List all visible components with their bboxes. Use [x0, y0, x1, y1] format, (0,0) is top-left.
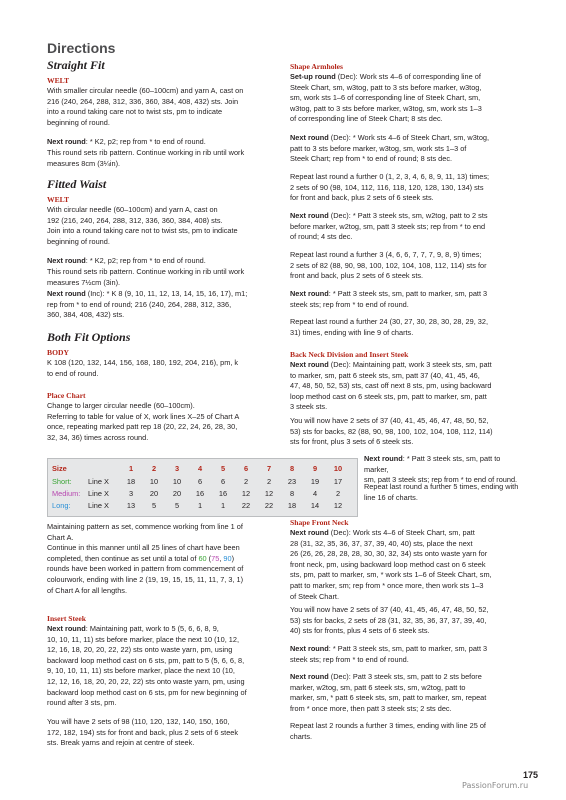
arm-repeat3-line: 31) times, ending with line 9 of charts. [290, 327, 414, 337]
length-name: Long: [52, 501, 71, 510]
insert-steek-line: 9, 10, 10, 11, 11) sts before marker, place the next 10 (10, [47, 666, 235, 676]
length-name: Medium: [52, 489, 81, 498]
size-number: 10 [333, 464, 343, 473]
round-label: Next round [47, 624, 86, 633]
back-neck-line: 47, 48, 50, 52, 53) sts, cast off next 8 sts, pm, using backward [290, 381, 492, 391]
back-neck-heading: Back Neck Division and Insert Steek [290, 350, 409, 359]
front-neck-result [290, 605, 520, 637]
front-neck-line: front neck, pm, using backward loop method cast on 6 steek [290, 559, 486, 569]
place-chart-line: once, repeating marked patt rep 18 (20, 22, 24, 26, 28, 30, [47, 422, 238, 432]
after-table-line: of Chart A for all lengths. [47, 585, 128, 595]
back-neck-next-line: sm, patt 3 steek sts; rep from * to end of round. [364, 475, 518, 485]
shape-armholes-heading: Shape Armholes [290, 62, 343, 71]
size-number: 2 [151, 464, 157, 473]
round-label: Next round [290, 644, 329, 653]
line-x-label: Line X [88, 477, 109, 486]
welt2-text [47, 205, 273, 247]
welt2-after [47, 267, 273, 288]
size-table [47, 458, 358, 517]
setup-line: of corresponding line of Steek Chart; 8 sts dec. [290, 114, 443, 124]
size-label: Size [52, 464, 67, 473]
insert-steek-text [47, 624, 279, 709]
line-value: 14 [310, 501, 320, 510]
arm-next2-line: of round; 4 sts dec. [290, 232, 353, 242]
front-neck-result-line: 53) sts for backs, 2 sets of 28 (31, 32, 35, 36, 37, 37, 39, 40, [290, 615, 487, 625]
round-text: (Dec): Work sts 4–6 of corresponding line of [335, 72, 481, 81]
insert-steek-line: backward loop method cast on 6 sts, pm for new beginning of [47, 687, 247, 697]
arm-next-line: patt to 3 sts before marker, w3tog, sm, work sts 1–3 of [290, 143, 467, 153]
line-value: 20 [149, 489, 159, 498]
back-neck-round [290, 360, 520, 413]
welt1-next-round [47, 137, 273, 148]
after-table-line: completed, then continue as set until a total of 60 (75, 90) [47, 553, 235, 563]
back-neck-line [290, 360, 520, 371]
arm-next3-line: steek sts; rep from * to end of round. [290, 299, 409, 309]
after-table-line: colourwork, ending with line 2 (19, 19, 15, 15, 11, 11, 7, 3, 1) [47, 574, 244, 584]
round-text: (Dec): * Work sts 4–6 of Steek Chart, sm, w3tog, [328, 133, 490, 142]
place-chart-heading: Place Chart [47, 391, 86, 400]
front-neck-next-line: steek sts; rep from * to end of round. [290, 654, 409, 664]
setup-line: w3tog, patt to 3 sts before marker, w3tog, sm, work sts 1–3 [290, 103, 482, 113]
front-neck-round [290, 528, 520, 602]
arm-next-round-3 [290, 289, 520, 310]
round-label: Next round [290, 528, 329, 537]
round-label: Next round [290, 289, 329, 298]
size-number: 7 [266, 464, 272, 473]
insert-steek-line: 12, 12, 16, 18, 20, 20, 22, 22) sts onto waste yarn, pm, using [47, 676, 245, 686]
front-neck-next2-line: marker, w2tog, sm, patt 6 steek sts, sm, w2tog, patt to [290, 682, 466, 692]
round-text: (Dec): Maintaining patt, work 3 steek sts, sm, patt [328, 360, 492, 369]
welt2-line: Join into a round taking care not to twist sts, pm to indicate [47, 226, 238, 236]
line-value: 12 [264, 489, 274, 498]
welt1-after [47, 148, 273, 169]
after-table-line: rounds have been worked in pattern from commencement of [47, 564, 244, 574]
round-text: (Inc): * K 8 (9, 10, 11, 12, 13, 14, 15, 16, 17), m1; [85, 289, 248, 298]
setup-round [290, 72, 520, 125]
back-neck-repeat-line: Repeat last round a further 5 times, ending with [364, 482, 519, 491]
line-value: 4 [312, 489, 318, 498]
line-value: 3 [128, 489, 134, 498]
front-neck-next-line [290, 644, 520, 655]
front-neck-line [290, 528, 520, 539]
line-value: 10 [149, 477, 159, 486]
line-value: 1 [197, 501, 203, 510]
line-x-label: Line X [88, 501, 109, 510]
line-value: 18 [126, 477, 136, 486]
front-neck-heading: Shape Front Neck [290, 518, 349, 527]
line-value: 23 [287, 477, 297, 486]
directions-title: Directions [47, 40, 116, 56]
welt2-inc-line: rep from * to end of round; 216 (240, 264, 288, 312, 336, [47, 299, 232, 309]
round-label: Next round [290, 672, 329, 681]
arm-repeat-line: Repeat last round a further 0 (1, 2, 3, 4, 6, 8, 9, 11, 13) times; [290, 172, 490, 181]
round-label: Next round [290, 360, 329, 369]
welt1-next-text: : * K2, p2; rep from * to end of round. [85, 137, 206, 146]
front-neck-next-2 [290, 672, 520, 714]
back-neck-repeat-line: line 16 of charts. [364, 492, 418, 502]
table-row [48, 477, 357, 488]
line-value: 12 [333, 501, 343, 510]
front-neck-line: 28 (31, 32, 35, 36, 37, 37, 39, 40, 40) sts, place the next [290, 538, 473, 548]
welt1-text [47, 86, 273, 128]
insert-steek-line: round after 3 sts, pm. [47, 698, 117, 708]
round-text: : * Patt 3 steek sts, sm, patt to marker, [364, 454, 501, 474]
round-label: Next round [290, 211, 329, 220]
welt2-next-round [47, 256, 273, 267]
insert-steek-end-line: You will have 2 sets of 98 (110, 120, 132, 140, 150, 160, [47, 717, 230, 726]
back-neck-result-line: sts for front, plus 3 sets of 6 steek sts. [290, 437, 414, 447]
next-round-label: Next round [47, 137, 86, 146]
arm-repeat3-line: Repeat last round a further 24 (30, 27, 30, 28, 30, 28, 29, 32, [290, 317, 489, 326]
line-value: 18 [287, 501, 297, 510]
table-row [48, 501, 357, 512]
round-label: Next round [290, 133, 329, 142]
welt2-line: With circular needle (60–100cm) and yarn A, cast on [47, 205, 218, 214]
body-text [47, 358, 273, 379]
front-neck-next2-line [290, 672, 520, 683]
back-neck-next-line [364, 454, 520, 475]
after-table-text [47, 522, 273, 596]
arm-next-line: Steek Chart; rep from * to end of round; 8 sts dec. [290, 154, 453, 164]
back-neck-line: loop method cast on 6 steek sts, pm, patt to marker, sm, patt [290, 391, 487, 401]
length-name: Short: [52, 477, 72, 486]
size-number: 4 [197, 464, 203, 473]
welt2-after-line: measures 7½cm (3in). [47, 277, 121, 287]
round-label: Next round [47, 289, 86, 298]
front-neck-line: patt to marker, sm; rep from * once more, then work sts 1–3 [290, 580, 484, 590]
line-value: 10 [172, 477, 182, 486]
body-line: K 108 (120, 132, 144, 156, 168, 180, 192, 204, 216), pm, k [47, 358, 239, 367]
line-x-label: Line X [88, 489, 109, 498]
size-number: 6 [243, 464, 249, 473]
line-value: 2 [335, 489, 341, 498]
welt2-next-text: : * K2, p2; rep from * to end of round. [85, 256, 206, 265]
line-value: 5 [174, 501, 180, 510]
welt2-line: 192 (216, 240, 264, 288, 312, 336, 360, 384, 408) sts. [47, 215, 223, 225]
arm-next-round [290, 133, 520, 165]
line-value: 6 [220, 477, 226, 486]
after-table-line: Maintaining pattern as set, commence working from line 1 of [47, 522, 243, 531]
arm-repeat-line: for front and back, plus 2 sets of 6 steek sts. [290, 193, 434, 203]
round-text: : * Patt 3 steek sts, sm, patt to marker, sm, patt 3 [328, 644, 488, 653]
insert-steek-heading: Insert Steek [47, 614, 87, 623]
arm-repeat2-line: front and back, plus 2 sets of 6 steek sts. [290, 271, 424, 281]
front-neck-line: of Steek Chart. [290, 591, 339, 601]
arm-next-round-2 [290, 211, 520, 243]
front-neck-next2-line: marker, sm, * patt 6 steek sts, sm, patt to marker, sm, repeat [290, 693, 487, 703]
both-fit-heading: Both Fit Options [47, 330, 131, 344]
line-value: 2 [266, 477, 272, 486]
insert-steek-end-line: 172, 182, 194) sts for front and back, plus 2 sets of 6 steek [47, 727, 239, 737]
length-value: 90 [223, 553, 232, 563]
insert-steek-line: backward loop method cast on 6 sts, pm, patt to 5 (5, 6, 6, 8, [47, 655, 245, 665]
arm-repeat-line: 2 sets of 90 (98, 104, 112, 116, 118, 120, 128, 130, 134) sts [290, 182, 484, 192]
straight-fit-heading: Straight Fit [47, 58, 105, 72]
round-text: (Dec): Patt 3 steek sts, sm, patt to 2 sts before [328, 672, 482, 681]
length-value: 60 [198, 553, 207, 563]
front-neck-next [290, 644, 520, 665]
setup-line [290, 72, 520, 83]
front-neck-result-line: 40) sts for fronts, plus 4 sets of 6 steek sts. [290, 626, 430, 636]
place-chart-line: 32, 34, 36) times across round. [47, 432, 149, 442]
size-number: 8 [289, 464, 295, 473]
fitted-waist-heading: Fitted Waist [47, 177, 107, 191]
front-neck-line: 26 (26, 26, 28, 28, 28, 30, 30, 32, 34) sts onto waste yarn for [290, 549, 488, 559]
welt2-inc-line [47, 289, 273, 300]
back-neck-result-line: 53) sts for backs, 82 (88, 90, 98, 100, 102, 104, 108, 112, 114) [290, 426, 493, 436]
welt2-after-line: This round sets rib pattern. Continue working in rib until work [47, 267, 245, 276]
round-text: (Dec): Work sts 4–6 of Steek Chart, sm, patt [328, 528, 475, 537]
place-chart-text [47, 401, 273, 443]
arm-next2-line [290, 211, 520, 222]
front-neck-repeat [290, 721, 520, 742]
watermark: PassionForum.ru [462, 781, 529, 790]
size-number: 5 [220, 464, 226, 473]
setup-line: sm, work sts 1–6 of corresponding line of Steek Chart, sm, [290, 93, 481, 103]
welt2-line: beginning of round. [47, 236, 110, 246]
arm-repeat-3 [290, 317, 520, 338]
table-row [48, 489, 357, 500]
round-text: (Dec): * Patt 3 steek sts, sm, w2tog, patt to 2 sts [328, 211, 488, 220]
round-label: Set-up round [290, 72, 336, 81]
round-text: : * Patt 3 steek sts, sm, patt to marker, sm, patt 3 [328, 289, 488, 298]
arm-next-line [290, 133, 520, 144]
welt2-inc-line: 360, 384, 408, 432) sts. [47, 310, 125, 320]
line-value: 12 [241, 489, 251, 498]
size-number: 3 [174, 464, 180, 473]
insert-steek-end [47, 717, 279, 749]
round-text: : Maintaining patt, work to 5 (5, 6, 6, 8, 9, [85, 624, 219, 633]
place-chart-line: Change to larger circular needle (60–100cm). [47, 401, 195, 410]
welt2-inc [47, 289, 273, 321]
back-neck-result [290, 416, 520, 448]
arm-repeat2-line: Repeat last round a further 3 (4, 6, 6, 7, 7, 7, 9, 8, 9) times; [290, 250, 482, 259]
line-value: 13 [126, 501, 136, 510]
back-neck-line: 3 steek sts. [290, 402, 328, 412]
page-number: 175 [523, 770, 539, 780]
arm-next2-line: before marker, w2tog, sm, patt 3 steek sts; rep from * to end [290, 221, 486, 231]
table-header-row [48, 464, 357, 475]
welt1-after-line: measures 8cm (3¼in). [47, 158, 121, 168]
line-value: 22 [264, 501, 274, 510]
line-value: 17 [333, 477, 343, 486]
arm-repeat [290, 172, 520, 204]
size-number: 9 [312, 464, 318, 473]
after-table-line: Continue in this manner until all 25 lines of chart have been [47, 543, 240, 553]
line-value: 6 [197, 477, 203, 486]
welt-heading-1: WELT [47, 76, 70, 85]
front-neck-line: sts, pm, patt to marker, sm, * work sts 1–6 of Steek Chart, sm, [290, 570, 492, 580]
back-neck-next [364, 454, 520, 486]
after-table-line: Chart A. [47, 532, 74, 542]
size-number: 1 [128, 464, 134, 473]
welt-heading-2: WELT [47, 195, 70, 204]
insert-steek-end-line: sts. Break yarns and rejoin at centre of steek. [47, 738, 195, 748]
insert-steek-line [47, 624, 279, 635]
front-neck-repeat-line: charts. [290, 731, 313, 741]
insert-steek-line: 10, 10, 11, 11) sts before marker, place the next 10 (10, 12, [47, 634, 240, 644]
back-neck-result-line: You will now have 2 sets of 37 (40, 41, 45, 46, 47, 48, 50, 52, [290, 416, 489, 425]
line-value: 19 [310, 477, 320, 486]
arm-repeat2-line: 2 sets of 82 (88, 90, 98, 100, 102, 104, 108, 112, 114) sts for [290, 260, 487, 270]
line-value: 20 [172, 489, 182, 498]
line-value: 1 [220, 501, 226, 510]
front-neck-result-line: You will now have 2 sets of 37 (40, 41, 45, 46, 47, 48, 50, 52, [290, 605, 489, 614]
back-neck-line: to marker, sm, patt 6 steek sts, sm, patt 37 (40, 41, 45, 46, [290, 370, 480, 380]
welt1-line: into a round taking care not to twist sts, pm to indicate [47, 107, 223, 117]
body-line: to end of round. [47, 368, 99, 378]
setup-line: Steek Chart, sm, w3tog, patt to 3 sts before marker, w3tog, [290, 82, 482, 92]
welt1-line: With smaller circular needle (60–100cm) and yarn A, cast on [47, 86, 244, 95]
line-value: 2 [243, 477, 249, 486]
insert-steek-line: 12, 16, 18, 20, 20, 22, 22) sts onto waste yarn, pm, using [47, 645, 233, 655]
place-chart-line: Referring to table for value of X, work lines X–25 of Chart A [47, 411, 240, 421]
front-neck-repeat-line: Repeat last 2 rounds a further 3 times, ending with line 25 of [290, 721, 486, 730]
line-value: 8 [289, 489, 295, 498]
arm-repeat-2 [290, 250, 520, 282]
round-label: Next round [364, 454, 403, 463]
welt1-line: beginning of round. [47, 117, 110, 127]
front-neck-next2-line: from * once more, then patt 3 steek sts; 2 sts dec. [290, 703, 452, 713]
body-heading: BODY [47, 348, 69, 357]
next-round-label: Next round [47, 256, 86, 265]
length-value: 75 [211, 553, 220, 563]
back-neck-repeat [364, 482, 520, 503]
line-value: 22 [241, 501, 251, 510]
line-value: 16 [195, 489, 205, 498]
welt1-after-line: This round sets rib pattern. Continue working in rib until work [47, 148, 245, 157]
line-value: 5 [151, 501, 157, 510]
line-value: 16 [218, 489, 228, 498]
arm-next3-line [290, 289, 520, 300]
welt1-line: 216 (240, 264, 288, 312, 336, 360, 384, 408, 432) sts. Join [47, 96, 239, 106]
